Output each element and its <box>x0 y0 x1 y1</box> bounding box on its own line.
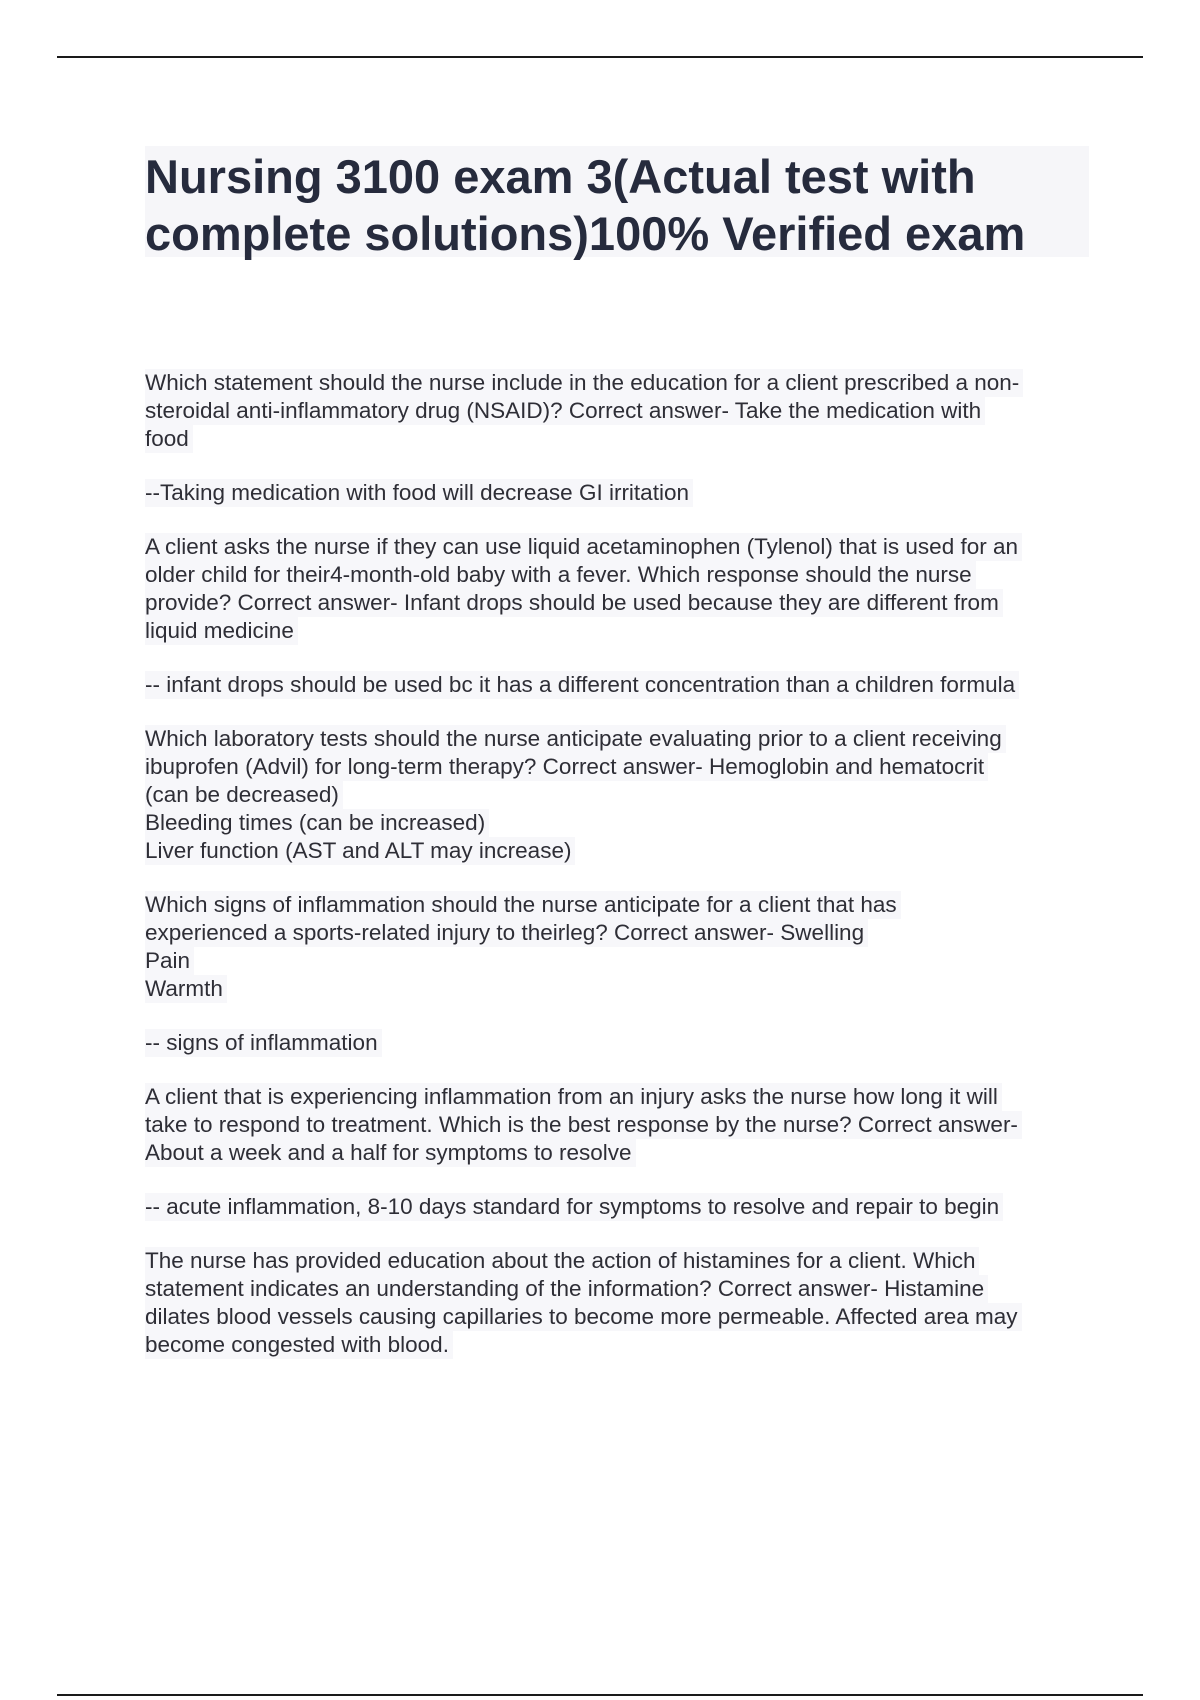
text-line: -- signs of inflammation <box>145 1029 382 1057</box>
top-rule <box>57 56 1143 58</box>
text-line: Which signs of inflammation should the nurse anticipate for a client that has <box>145 891 901 919</box>
qa-paragraph <box>145 891 1095 1003</box>
document-body <box>145 369 1095 1385</box>
bottom-rule <box>57 1694 1143 1696</box>
text-line: -- acute inflammation, 8-10 days standard for symptoms to resolve and repair to begin <box>145 1193 1003 1221</box>
text-line: liquid medicine <box>145 617 298 645</box>
qa-paragraph <box>145 533 1095 645</box>
text-line: -- infant drops should be used bc it has a different concentration than a children formula <box>145 671 1019 699</box>
text-line: Liver function (AST and ALT may increase) <box>145 837 575 865</box>
document-title <box>145 146 1089 262</box>
qa-paragraph <box>145 1247 1095 1359</box>
text-line: provide? Correct answer- Infant drops should be used because they are different from <box>145 589 1003 617</box>
text-line: statement indicates an understanding of the information? Correct answer- Histamine <box>145 1275 988 1303</box>
rationale-paragraph <box>145 1029 1095 1057</box>
rationale-paragraph <box>145 671 1095 699</box>
text-line: become congested with blood. <box>145 1331 453 1359</box>
text-line: Pain <box>145 947 194 975</box>
qa-paragraph <box>145 725 1095 865</box>
title-block <box>145 146 1089 260</box>
text-line: --Taking medication with food will decrease GI irritation <box>145 479 693 507</box>
title-line: complete solutions)100% Verified exam <box>145 207 1026 260</box>
text-line: steroidal anti-inflammatory drug (NSAID)? Correct answer- Take the medication with <box>145 397 985 425</box>
text-line: Which statement should the nurse include in the education for a client prescribed a non- <box>145 369 1023 397</box>
text-line: Warmth <box>145 975 227 1003</box>
rationale-paragraph <box>145 479 1095 507</box>
text-line: experienced a sports-related injury to theirleg? Correct answer- Swelling <box>145 919 868 947</box>
text-line: A client that is experiencing inflammation from an injury asks the nurse how long it will <box>145 1083 1002 1111</box>
qa-paragraph <box>145 1083 1095 1167</box>
text-line: take to respond to treatment. Which is the best response by the nurse? Correct answer- <box>145 1111 1022 1139</box>
text-line: Which laboratory tests should the nurse anticipate evaluating prior to a client receiving <box>145 725 1006 753</box>
text-line: (can be decreased) <box>145 781 343 809</box>
rationale-paragraph <box>145 1193 1095 1221</box>
text-line: A client asks the nurse if they can use liquid acetaminophen (Tylenol) that is used for an <box>145 533 1022 561</box>
text-line: ibuprofen (Advil) for long-term therapy? Correct answer- Hemoglobin and hematocrit <box>145 753 988 781</box>
title-line: Nursing 3100 exam 3(Actual test with <box>145 150 976 203</box>
text-line: dilates blood vessels causing capillaries to become more permeable. Affected area may <box>145 1303 1022 1331</box>
text-line: About a week and a half for symptoms to resolve <box>145 1139 636 1167</box>
text-line: Bleeding times (can be increased) <box>145 809 489 837</box>
text-line: The nurse has provided education about the action of histamines for a client. Which <box>145 1247 979 1275</box>
text-line: food <box>145 425 193 453</box>
text-line: older child for their4-month-old baby with a fever. Which response should the nurse <box>145 561 976 589</box>
qa-paragraph <box>145 369 1095 453</box>
